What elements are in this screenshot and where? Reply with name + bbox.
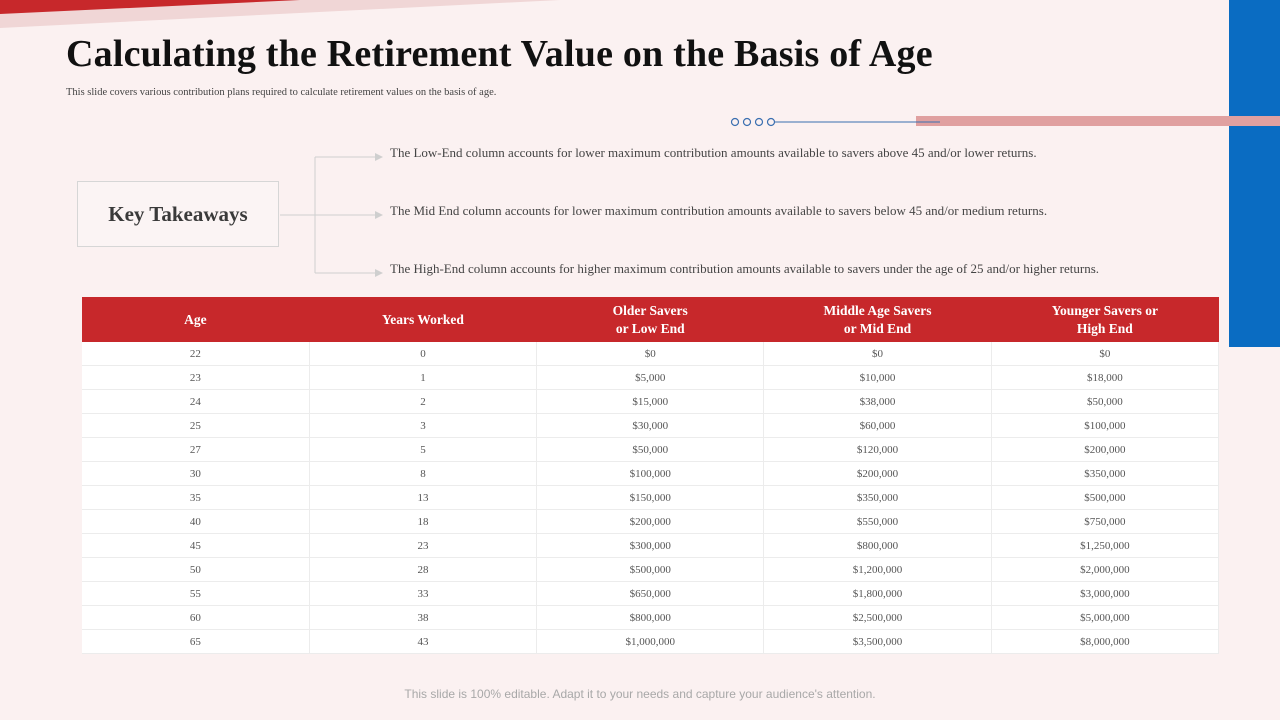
table-cell: $150,000 [537,486,764,510]
table-row [82,366,1219,390]
table-cell: $200,000 [991,438,1218,462]
table-cell: $15,000 [537,390,764,414]
table-cell: $2,000,000 [991,558,1218,582]
table-cell: $1,000,000 [537,630,764,654]
table-row [82,558,1219,582]
table-cell: $100,000 [537,462,764,486]
table-cell: 33 [309,582,536,606]
table-cell: $120,000 [764,438,991,462]
table-cell: $50,000 [991,390,1218,414]
page-title: Calculating the Retirement Value on the Basis of Age [66,33,933,75]
table-cell: $0 [991,342,1218,366]
table-cell: $350,000 [764,486,991,510]
table-cell: $0 [764,342,991,366]
table-cell: $1,250,000 [991,534,1218,558]
table-row [82,486,1219,510]
table-cell: 18 [309,510,536,534]
table-cell: $100,000 [991,414,1218,438]
table-row [82,438,1219,462]
table-cell: $650,000 [537,582,764,606]
decorative-dots [728,114,948,130]
table-cell: $3,000,000 [991,582,1218,606]
table-cell: $1,200,000 [764,558,991,582]
right-accent-bar [1229,0,1280,347]
table-row [82,534,1219,558]
table-cell: $1,800,000 [764,582,991,606]
table-cell: $60,000 [764,414,991,438]
column-header-mid-end: Middle Age Savers or Mid End [764,297,991,342]
table-cell: $0 [537,342,764,366]
table-cell: 3 [309,414,536,438]
table-cell: $350,000 [991,462,1218,486]
key-takeaways-box [77,181,279,247]
table-cell: $200,000 [537,510,764,534]
table-row [82,390,1219,414]
table-cell: 23 [309,534,536,558]
takeaway-high-end: The High-End column accounts for higher maximum contribution amounts available to savers under the age of 25 and/or higher returns. [390,261,1100,276]
table-cell: $10,000 [764,366,991,390]
table-cell: $800,000 [537,606,764,630]
top-decorative-stripe [0,0,560,30]
table-row [82,510,1219,534]
table-cell: 22 [82,342,309,366]
table-cell: 55 [82,582,309,606]
column-header-age: Age [82,297,309,342]
table-cell: $5,000,000 [991,606,1218,630]
table-cell: $750,000 [991,510,1218,534]
table-cell: 35 [82,486,309,510]
table-cell: 13 [309,486,536,510]
accent-line [916,116,1280,126]
table-body [82,342,1219,654]
table-cell: 5 [309,438,536,462]
table-row [82,630,1219,654]
table-cell: 27 [82,438,309,462]
table-cell: $200,000 [764,462,991,486]
table-cell: 43 [309,630,536,654]
table-cell: 1 [309,366,536,390]
table-cell: $2,500,000 [764,606,991,630]
table-row [82,606,1219,630]
table-cell: $8,000,000 [991,630,1218,654]
column-header-low-end: Older Savers or Low End [537,297,764,342]
table-cell: 38 [309,606,536,630]
footer-note: This slide is 100% editable. Adapt it to your needs and capture your audience's attention. [404,687,876,701]
table-cell: $30,000 [537,414,764,438]
table-cell: 8 [309,462,536,486]
table-row [82,342,1219,366]
table-cell: $50,000 [537,438,764,462]
table-cell: 45 [82,534,309,558]
table-cell: 28 [309,558,536,582]
takeaway-connector-arrows [280,148,390,278]
takeaway-low-end: The Low-End column accounts for lower maximum contribution amounts available to savers above 45 and/or lower returns. [390,145,1037,160]
retirement-value-table [82,297,1219,654]
table-cell: $500,000 [991,486,1218,510]
table-cell: $550,000 [764,510,991,534]
table-cell: 0 [309,342,536,366]
table-cell: 2 [309,390,536,414]
table-cell: 23 [82,366,309,390]
table-cell: $300,000 [537,534,764,558]
column-header-high-end: Younger Savers or High End [991,297,1218,342]
table-cell: 40 [82,510,309,534]
table-row [82,462,1219,486]
table-cell: $3,500,000 [764,630,991,654]
table-row [82,582,1219,606]
table-cell: $18,000 [991,366,1218,390]
table-cell: 24 [82,390,309,414]
table-cell: $500,000 [537,558,764,582]
takeaway-mid-end: The Mid End column accounts for lower maximum contribution amounts available to savers below 45 and/or medium returns. [390,203,1048,218]
table-cell: 25 [82,414,309,438]
table-cell: $38,000 [764,390,991,414]
table-row [82,414,1219,438]
table-cell: 60 [82,606,309,630]
key-takeaways-label: Key Takeaways [108,201,248,226]
table-header-row [82,297,1219,342]
table-cell: $5,000 [537,366,764,390]
table-cell: 50 [82,558,309,582]
table-cell: 65 [82,630,309,654]
page-subtitle: This slide covers various contribution plans required to calculate retirement values on the basis of age. [66,87,497,98]
table-cell: $800,000 [764,534,991,558]
table-cell: 30 [82,462,309,486]
column-header-years-worked: Years Worked [309,297,536,342]
